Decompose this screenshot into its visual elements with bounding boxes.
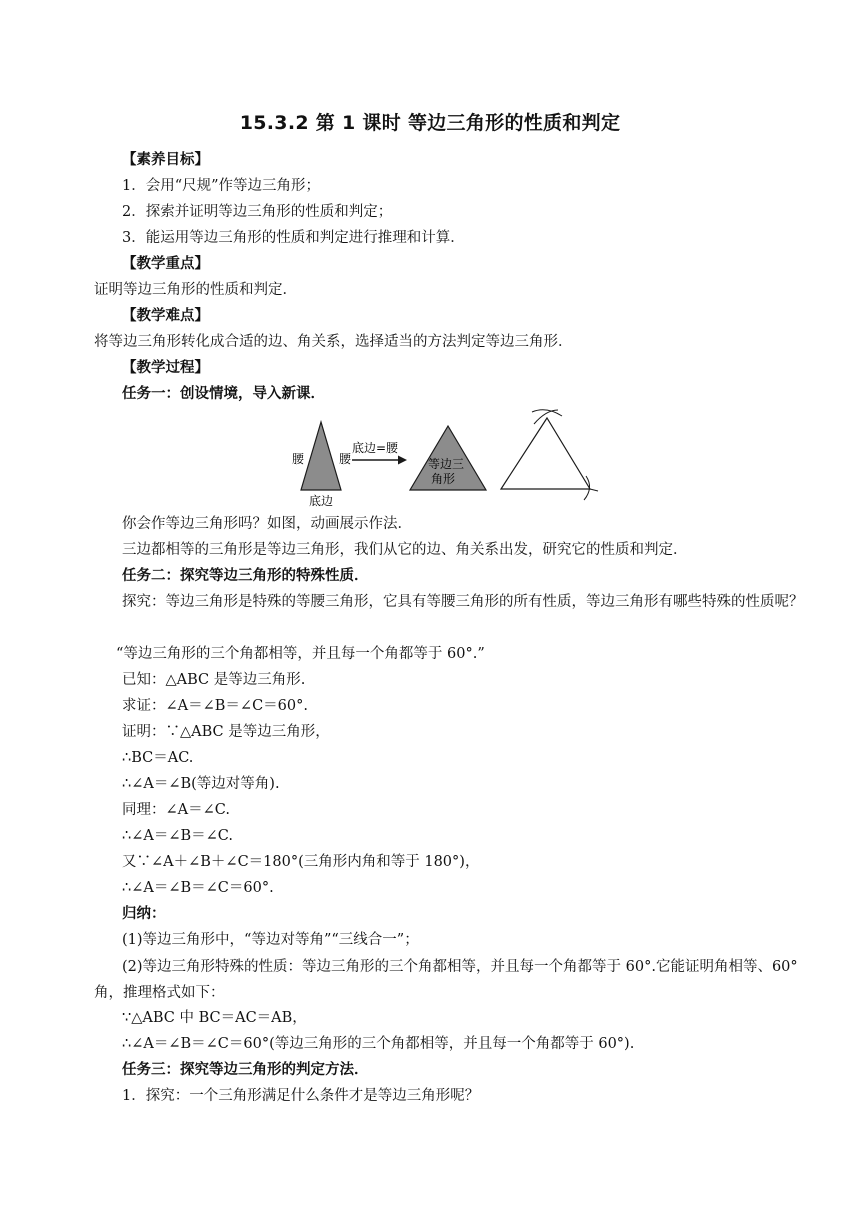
waist-left-label: 腰 <box>292 452 305 466</box>
summary-line: ∴∠A＝∠B＝∠C＝60°(等边三角形的三个角都相等，并且每一个角都等于 60°). <box>122 1036 635 1052</box>
waist-right-label: 腰 <box>339 452 352 466</box>
summary-paragraph: (2)等边三角形特殊的性质：等边三角形的三个角都相等，并且每一个角都等于 60°.它能证明角相等、60°角，推理格式如下： <box>94 959 798 1001</box>
proof-line: ∴∠A＝∠B＝∠C＝60°. <box>122 880 274 896</box>
goals-heading: 【素养目标】 <box>122 152 209 168</box>
proof-line: ∴∠A＝∠B(等边对等角). <box>122 776 280 792</box>
task1-line: 三边都相等的三角形是等边三角形，我们从它的边、角关系出发，研究它的性质和判定． <box>122 542 688 558</box>
process-heading: 【教学过程】 <box>122 360 209 376</box>
summary-line: ∵△ABC 中 BC＝AC＝AB， <box>122 1010 307 1026</box>
goal-item: 3．能运用等边三角形的性质和判定进行推理和计算． <box>122 230 465 246</box>
focus-text: 证明等边三角形的性质和判定． <box>94 282 297 298</box>
task2-heading: 任务二：探究等边三角形的特殊性质． <box>122 568 369 584</box>
proof-line: ∴BC＝AC. <box>122 750 194 766</box>
equilateral-label-line1: 等边三 <box>428 457 465 471</box>
base-label: 底边 <box>309 494 334 508</box>
arrow-head-icon <box>398 456 407 465</box>
property-quote: “等边三角形的三个角都相等，并且每一个角都等于 60°.” <box>116 646 485 662</box>
summary-line: (1)等边三角形中，“等边对等角”“三线合一”； <box>122 932 419 948</box>
proof-line: ∴∠A＝∠B＝∠C. <box>122 828 233 844</box>
task3-line: 1．探究：一个三角形满足什么条件才是等边三角形呢？ <box>122 1088 480 1104</box>
page-title: 15.3.2 第 1 课时 等边三角形的性质和判定 <box>239 112 621 134</box>
focus-heading: 【教学重点】 <box>122 256 209 272</box>
constructed-triangle <box>501 418 590 489</box>
proof-line: 已知：△ABC 是等边三角形. <box>122 672 306 688</box>
summary-heading: 归纳： <box>122 906 166 922</box>
equilateral-label-line2: 角形 <box>431 472 456 486</box>
task1-heading: 任务一：创设情境，导入新课． <box>122 386 325 402</box>
task3-heading: 任务三：探究等边三角形的判定方法． <box>122 1062 369 1078</box>
proof-line: 证明：∵△ABC 是等边三角形， <box>122 724 330 740</box>
explore-paragraph: 探究：等边三角形是特殊的等腰三角形，它具有等腰三角形的所有性质，等边三角形有哪些特殊的性质呢？ <box>122 594 804 610</box>
task1-line: 你会作等边三角形吗？如图，动画展示作法． <box>122 516 412 532</box>
difficulty-text: 将等边三角形转化成合适的边、角关系，选择适当的方法判定等边三角形． <box>94 334 573 350</box>
proof-line: 同理：∠A＝∠C. <box>122 802 230 818</box>
goal-item: 1．会用“尺规”作等边三角形； <box>122 178 321 194</box>
proof-line: 求证：∠A＝∠B＝∠C＝60°. <box>122 698 308 714</box>
construction-figure <box>284 408 614 516</box>
isosceles-triangle <box>301 422 341 490</box>
goal-item: 2．探索并证明等边三角形的性质和判定； <box>122 204 393 220</box>
proof-line: 又∵∠A＋∠B＋∠C＝180°(三角形内角和等于 180°)， <box>122 854 480 870</box>
difficulty-heading: 【教学难点】 <box>122 308 209 324</box>
arrow-label: 底边=腰 <box>352 441 399 455</box>
base-extension <box>590 489 598 491</box>
